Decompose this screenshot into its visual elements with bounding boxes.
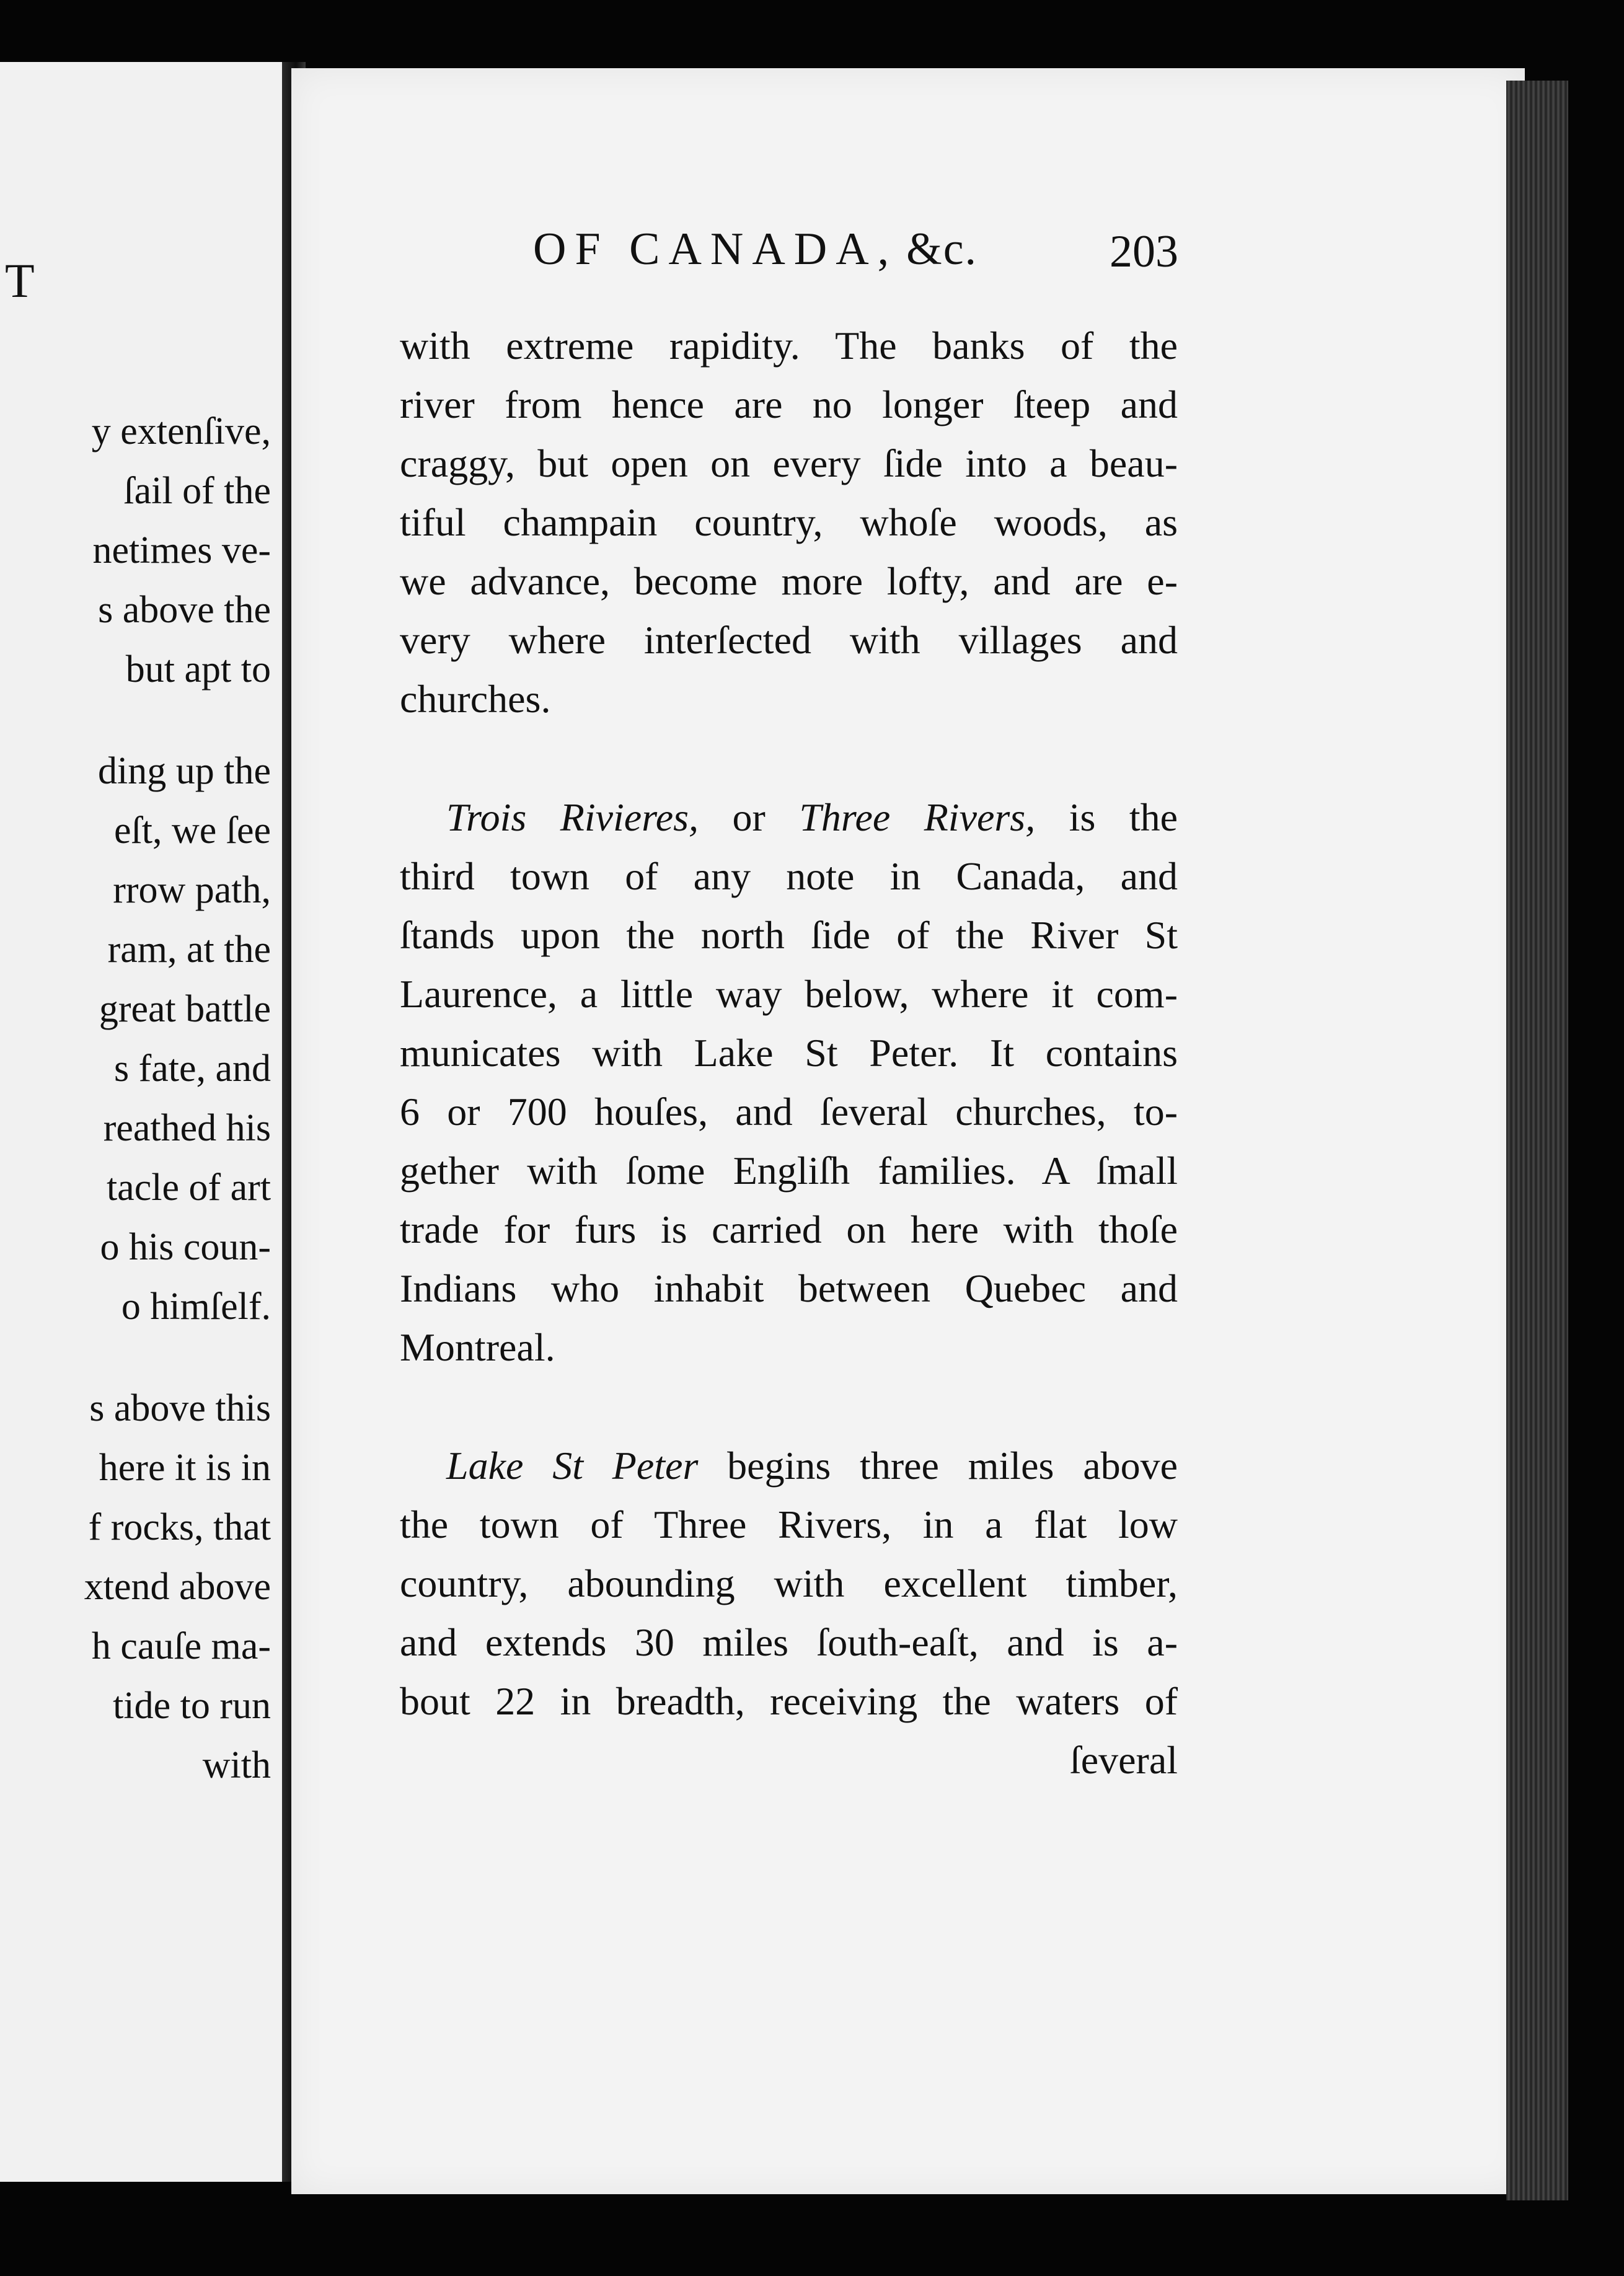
text-line: with extreme rapidity. The banks of the: [400, 324, 1178, 368]
previous-page-line: f rocks, that: [88, 1506, 271, 1548]
page-edges: [1506, 81, 1568, 2200]
text-line: [400, 1436, 1178, 1495]
previous-page-line: o himſelf.: [121, 1286, 271, 1328]
previous-page-line: s fate, and: [113, 1048, 271, 1090]
previous-page-line: o his coun-: [100, 1226, 271, 1268]
previous-page-line: y extenſive,: [91, 410, 271, 452]
previous-page-line: tacle of art: [106, 1167, 271, 1209]
text-line: trade for furs is carried on here with thoſe: [400, 1207, 1178, 1251]
previous-page-line: reathed his: [103, 1107, 271, 1149]
previous-page-line: netimes ve-: [92, 529, 271, 571]
text-line: and extends 30 miles ſouth-eaſt, and is a-: [400, 1620, 1178, 1664]
text-line: river from hence are no longer ſteep and: [400, 382, 1178, 426]
page-body: [400, 316, 1178, 1789]
previous-page-line: ram, at the: [107, 928, 271, 971]
page-number: 203: [1110, 226, 1178, 277]
text-line: gether with ſome Engliſh families. A ſmall: [400, 1149, 1178, 1193]
place-name-trois-rivieres: Trois Rivieres,: [446, 795, 699, 839]
catchword: ſeveral: [1069, 1738, 1178, 1782]
text-line: Indians who inhabit between Quebec and: [400, 1266, 1178, 1310]
previous-page-line: ſail of the: [123, 470, 271, 512]
text-line: tiful champain country, whoſe woods, as: [400, 500, 1178, 544]
previous-page-line: s above the: [98, 589, 271, 631]
text-line: municates with Lake St Peter. It contains: [400, 1031, 1178, 1075]
text-run: is the: [1035, 795, 1178, 839]
text-run: or: [699, 795, 800, 839]
text-line: craggy, but open on every ſide into a beau-: [400, 441, 1178, 485]
previous-page-line: h cauſe ma-: [91, 1625, 271, 1667]
previous-page-line: but apt to: [125, 648, 271, 690]
text-line: we advance, become more lofty, and are e-: [400, 559, 1178, 603]
text-run: begins three miles above: [698, 1444, 1178, 1488]
running-head-etc: &c.: [906, 224, 978, 275]
text-line: Montreal.: [400, 1325, 555, 1369]
place-name-three-rivers: Three Rivers,: [799, 795, 1036, 839]
previous-page-line: tide to run: [113, 1685, 271, 1727]
paragraph-gap: [400, 1377, 1178, 1436]
text-line: the town of Three Rivers, in a flat low: [400, 1502, 1178, 1546]
running-head-title: OF CANADA,: [533, 224, 898, 275]
text-line: Laurence, a little way below, where it com-: [400, 972, 1178, 1016]
text-line: third town of any note in Canada, and: [400, 854, 1178, 898]
previous-page-line: here it is in: [99, 1447, 271, 1489]
text-line: churches.: [400, 677, 551, 721]
previous-page-line: ding up the: [98, 750, 271, 792]
previous-page-header-fragment: T: [5, 254, 37, 307]
text-line: 6 or 700 houſes, and ſeveral churches, to-: [400, 1090, 1178, 1134]
text-line: ſtands upon the north ſide of the River St: [400, 913, 1178, 957]
text-line: [400, 788, 1178, 847]
place-name-lake-st-peter: Lake St Peter: [446, 1444, 699, 1488]
previous-page-line: great battle: [99, 988, 271, 1030]
previous-page-paragraph-gap: [0, 1336, 271, 1378]
previous-page-text: [0, 402, 271, 1795]
text-line: country, abounding with excellent timber,: [400, 1561, 1178, 1605]
text-line: very where interſected with villages and: [400, 618, 1178, 662]
running-head: [533, 223, 977, 276]
previous-page-paragraph-gap: [0, 699, 271, 741]
text-line: bout 22 in breadth, receiving the waters of: [400, 1679, 1178, 1723]
previous-page-line: s above this: [89, 1387, 271, 1429]
previous-page-fragment: [0, 62, 286, 2182]
previous-page-line: rrow path,: [113, 869, 271, 911]
previous-page-line: with: [202, 1744, 271, 1786]
paragraph-gap: [400, 728, 1178, 788]
previous-page-line: xtend above: [84, 1566, 271, 1608]
previous-page-line: eſt, we ſee: [113, 809, 271, 852]
